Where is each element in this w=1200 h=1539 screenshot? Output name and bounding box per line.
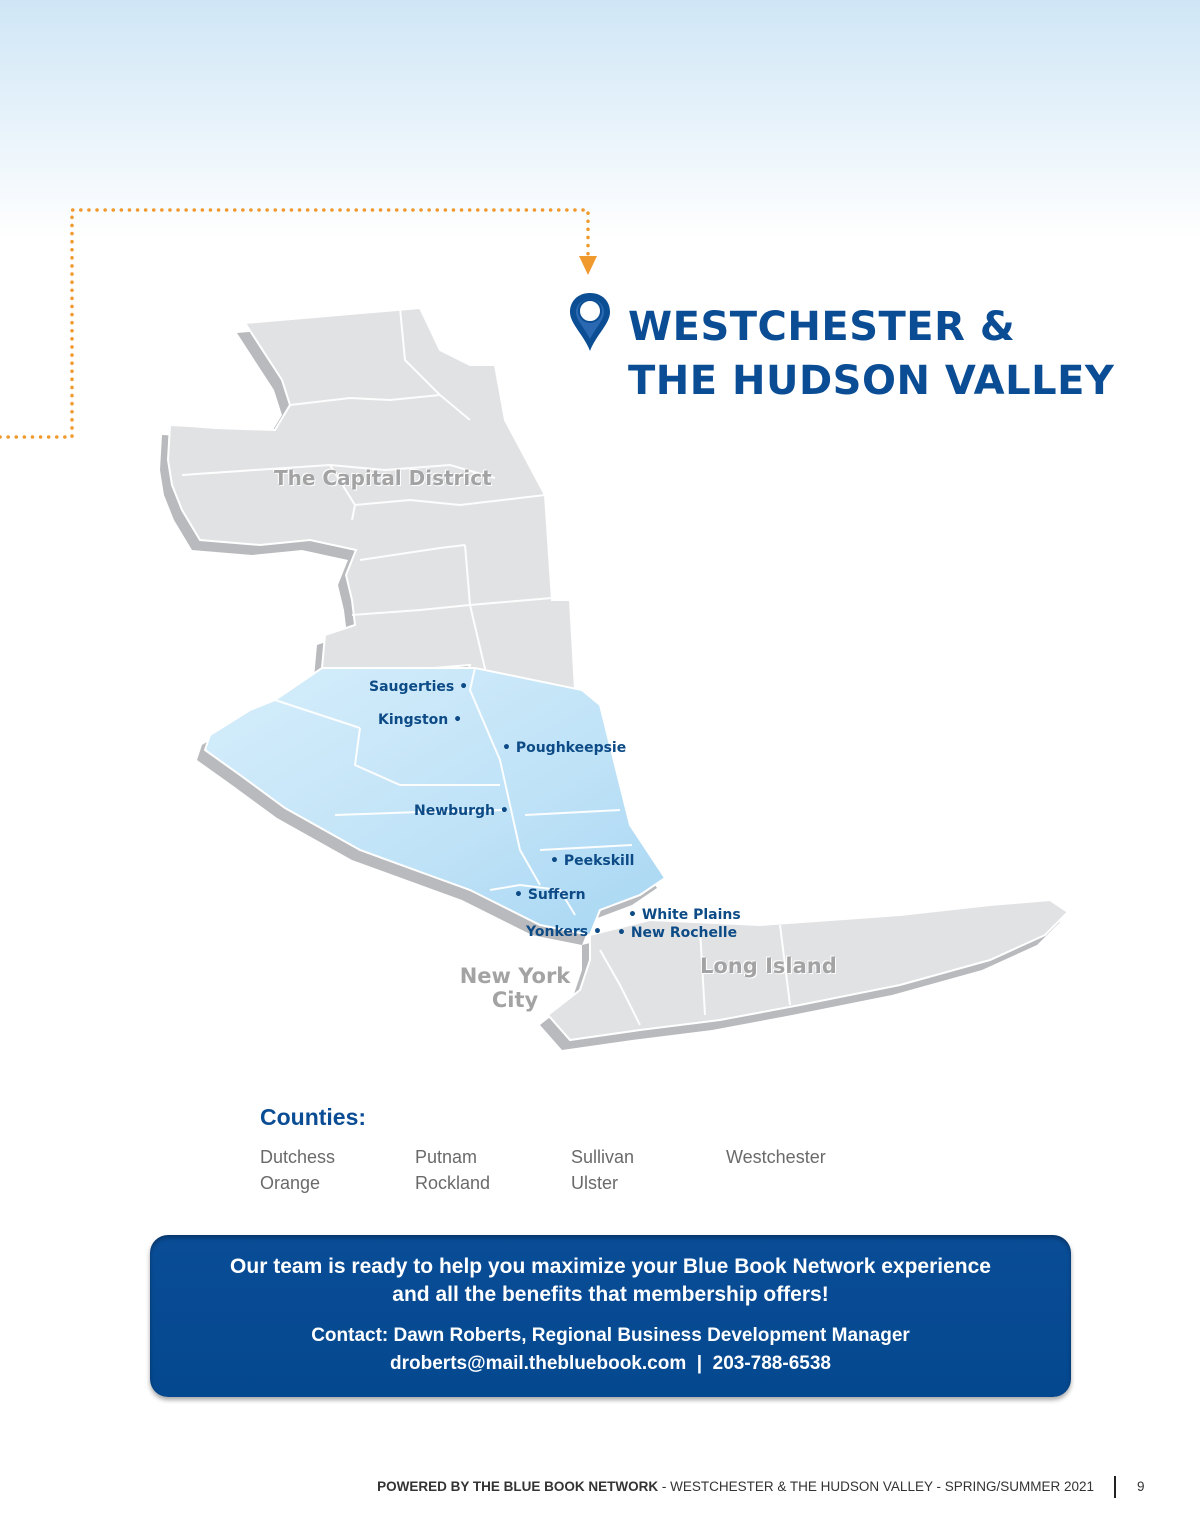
city-label-new-rochelle: • New Rochelle [617,925,738,941]
contact-box [150,1235,1071,1397]
contact-message-line-1: Our team is ready to help you maximize your Blue Book Network experience [230,1255,991,1278]
region-label-long-island: Long Island [700,954,837,978]
page-title-line-1: WESTCHESTER & [628,304,1016,350]
county-putnam: Putnam [415,1147,478,1167]
page-title-line-2: THE HUDSON VALLEY [628,358,1115,404]
county-orange: Orange [260,1173,321,1193]
city-label-suffern: • Suffern [514,887,586,903]
footer-text [377,1479,1094,1494]
region-label-capital-district: The Capital District [274,466,492,490]
contact-person: Contact: Dawn Roberts, Regional Business Development Manager [311,1325,910,1346]
region-label-new-york-city-line-1: New York [459,964,571,988]
region-label-new-york-city [455,964,575,1012]
page-title [628,300,1114,408]
city-label-poughkeepsie: • Poughkeepsie [502,740,627,756]
city-label-white-plains: • White Plains [628,907,741,923]
footer-divider [1114,1476,1116,1498]
contact-message-line-2: and all the benefits that membership offers! [392,1283,829,1306]
footer-edition: - WESTCHESTER & THE HUDSON VALLEY - SPRING/SUMMER 2021 [658,1479,1094,1494]
county-westchester: Westchester [726,1147,826,1167]
city-label-yonkers: Yonkers • [526,924,602,940]
city-label-newburgh: Newburgh • [414,803,509,819]
counties-heading: Counties: [260,1104,367,1130]
region-label-new-york-city-line-2: City [491,988,539,1012]
footer-brand: POWERED BY THE BLUE BOOK NETWORK [377,1479,659,1494]
contact-email-phone[interactable]: droberts@mail.thebluebook.com | 203-788-6538 [390,1353,831,1374]
county-dutchess: Dutchess [260,1147,336,1167]
city-label-peekskill: • Peekskill [550,853,635,869]
location-pin-icon [566,291,614,353]
county-rockland: Rockland [415,1173,491,1193]
page-number: 9 [1137,1479,1145,1494]
city-label-saugerties: Saugerties • [369,679,469,695]
county-sullivan: Sullivan [571,1147,635,1167]
city-label-kingston: Kingston • [378,712,463,728]
county-ulster: Ulster [571,1173,619,1193]
